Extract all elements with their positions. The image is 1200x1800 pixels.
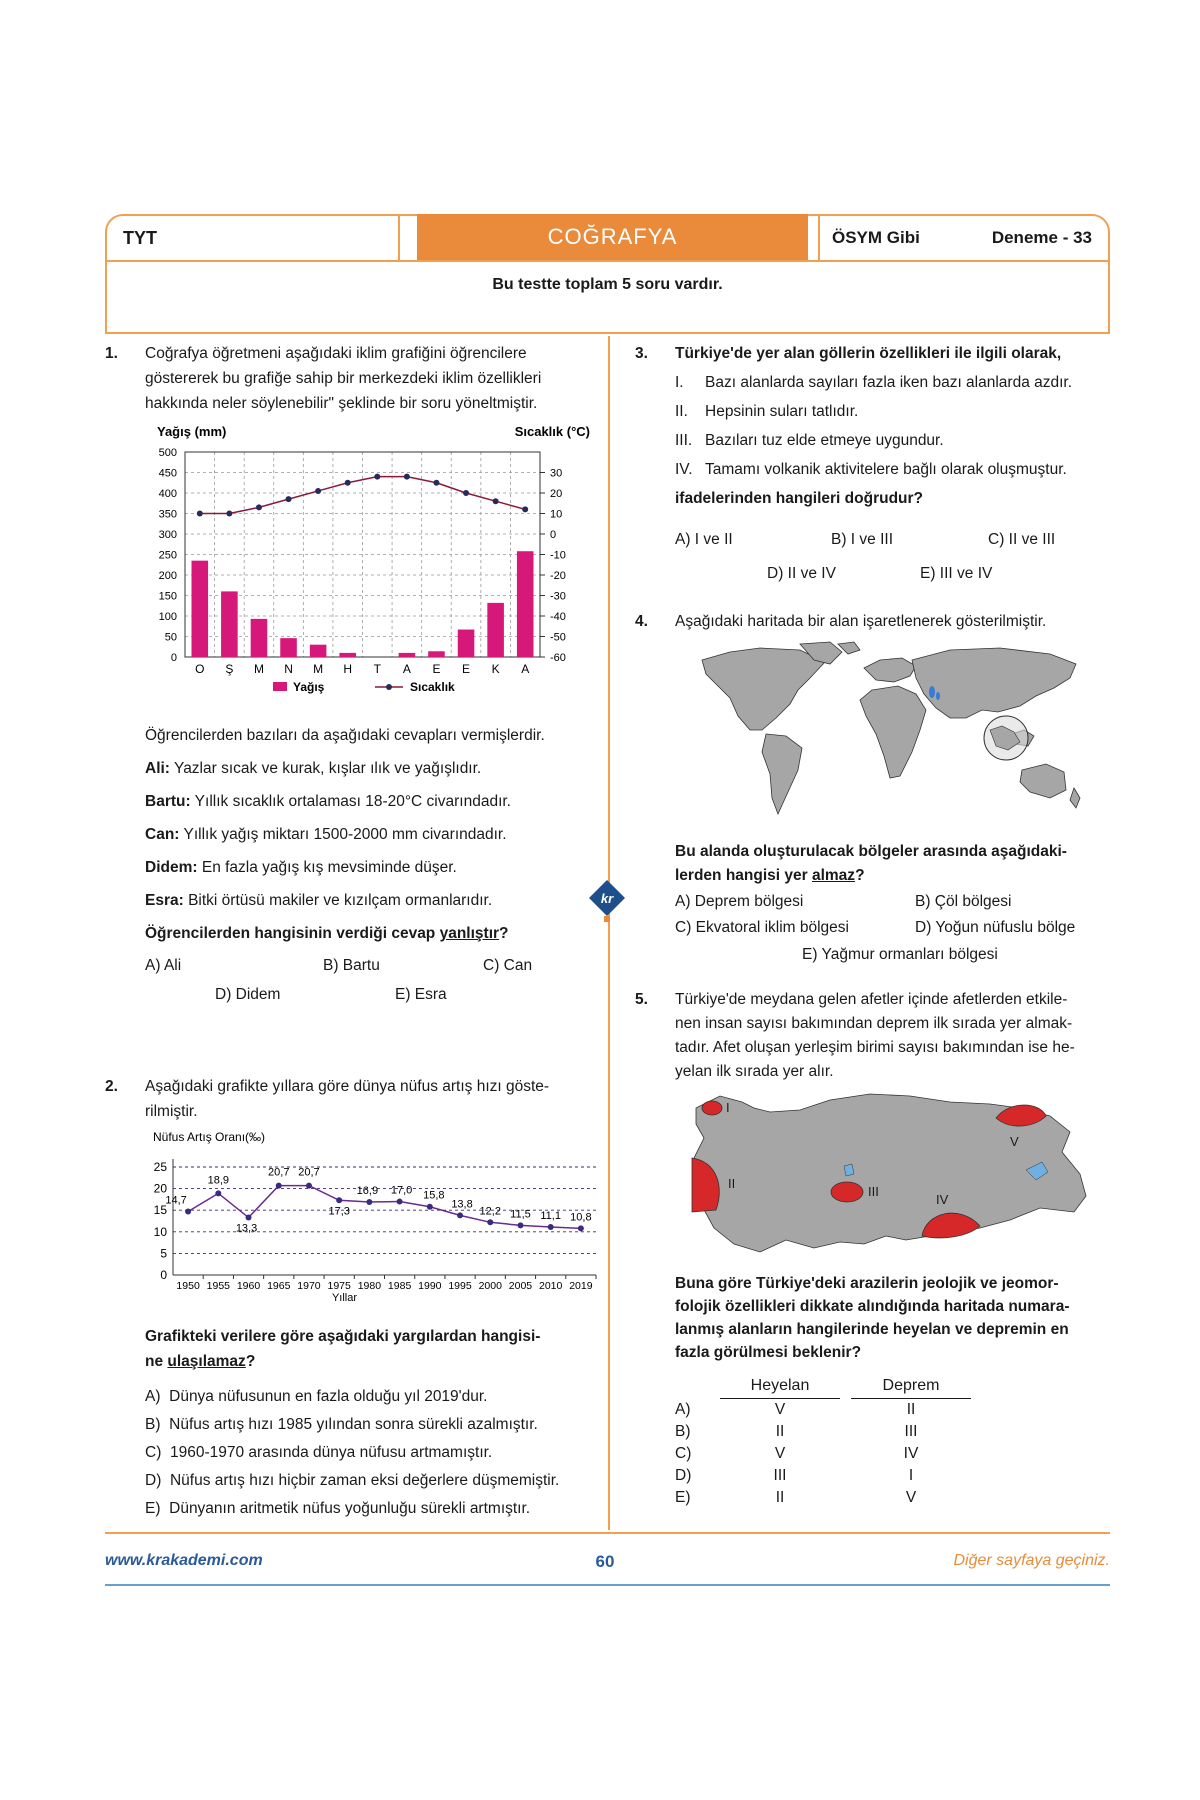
precipitation-bar — [399, 653, 416, 657]
data-label: 15,8 — [423, 1189, 445, 1202]
option-c[interactable]: C) Can — [483, 957, 533, 974]
option-c[interactable]: C) Ekvatoral iklim bölgesi — [675, 919, 849, 936]
roman-numeral: IV. — [675, 461, 693, 478]
student-answer: Yıllık yağış miktarı 1500-2000 mm civarındadır. — [183, 826, 507, 843]
x-tick-label: 1990 — [418, 1280, 442, 1292]
month-label: K — [491, 662, 500, 676]
y-tick-label: 15 — [153, 1203, 167, 1218]
deprem-value: IV — [903, 1445, 919, 1462]
question-stem — [145, 922, 509, 946]
question-text-line: rilmiştir. — [145, 1103, 198, 1120]
growth-rate-point — [578, 1225, 584, 1231]
student-name: Can: — [145, 826, 180, 843]
stem-part: ? — [855, 867, 865, 884]
option-b[interactable] — [145, 1413, 538, 1437]
stem-part: Öğrencilerden hangisinin verdiği cevap — [145, 925, 440, 942]
x-tick-label: 1950 — [176, 1280, 200, 1292]
column-heyelan: Heyelan — [720, 1374, 840, 1399]
legend-label: Sıcaklık — [410, 680, 455, 694]
month-label: E — [462, 662, 471, 676]
temperature-point — [256, 504, 262, 510]
option-text: Dünyanın aritmetik nüfus yoğunluğu sürekli artmıştır. — [169, 1500, 531, 1517]
data-label: 16,9 — [356, 1184, 379, 1197]
turkey-map — [690, 1088, 1090, 1258]
deprem-value: II — [906, 1401, 916, 1418]
question-stem: fazla görülmesi beklenir? — [675, 1344, 862, 1361]
temperature-point — [463, 490, 469, 496]
heyelan-value: II — [775, 1423, 785, 1440]
data-label: 14,7 — [165, 1194, 187, 1207]
question-number: 4. — [635, 613, 648, 630]
question-text-line: hakkında neler söylenebilir" şeklinde bir soru yöneltmiştir. — [145, 395, 538, 412]
option-a[interactable]: A) Deprem bölgesi — [675, 893, 804, 910]
test-header — [105, 214, 1110, 334]
header-row — [107, 216, 1108, 262]
data-label: 11,5 — [510, 1208, 531, 1221]
option-letter: E) — [675, 1489, 691, 1506]
question-1 — [105, 342, 595, 1002]
growth-rate-point — [427, 1204, 433, 1210]
question-text-line: Aşağıdaki grafikte yıllara göre dünya nüfus artış hızı göste- — [145, 1078, 550, 1095]
right-axis-title: Sıcaklık (°C) — [514, 424, 590, 439]
question-text-line: Türkiye'de meydana gelen afetler içinde afetlerden etkile- — [675, 991, 1068, 1008]
y-tick-label: 20 — [153, 1181, 167, 1196]
option-d[interactable] — [675, 1464, 975, 1486]
temperature-point — [404, 474, 410, 480]
question-stem: Bu alanda oluşturulacak bölgeler arasında aşağıdaki- — [675, 843, 1067, 860]
osym-label: ÖSYM Gibi — [832, 228, 920, 247]
svg-text:kr: kr — [600, 891, 614, 906]
option-letter: D) — [145, 1472, 162, 1489]
growth-rate-point — [457, 1212, 463, 1218]
option-e[interactable]: E) Esra — [395, 986, 447, 1003]
data-label: 12,2 — [479, 1205, 501, 1218]
option-a[interactable] — [145, 1385, 488, 1409]
option-d[interactable]: D) II ve IV — [767, 565, 836, 582]
question-text-line: göstererek bu grafiğe sahip bir merkezdeki iklim özellikleri — [145, 370, 542, 387]
area-label-i: I — [726, 1100, 730, 1115]
stem-underlined: almaz — [811, 867, 856, 884]
right-tick-label: -40 — [550, 611, 566, 623]
question-stem: Buna göre Türkiye'deki arazilerin jeolojik ve jeomor- — [675, 1275, 1059, 1292]
temperature-point — [433, 480, 439, 486]
data-label: 17,3 — [328, 1205, 350, 1218]
answer-esra — [145, 889, 492, 913]
option-d[interactable]: D) Yoğun nüfuslu bölge — [915, 919, 1076, 936]
climate-chart — [145, 422, 595, 702]
heyelan-value: III — [773, 1467, 787, 1484]
footer-top-rule — [105, 1532, 1110, 1534]
question-number: 5. — [635, 991, 648, 1008]
precipitation-bar — [221, 591, 238, 657]
exam-info — [818, 216, 1108, 260]
y-tick-label: 5 — [160, 1246, 167, 1261]
question-2 — [105, 1075, 595, 1525]
option-d[interactable]: D) Didem — [215, 986, 281, 1003]
area-label-iii: III — [868, 1184, 879, 1199]
option-text: 1960-1970 arasında dünya nüfusu artmamıştır. — [169, 1444, 493, 1461]
deprem-value: V — [905, 1489, 917, 1506]
option-letter: A) — [145, 1388, 161, 1405]
answer-bartu — [145, 790, 511, 814]
data-label: 13,8 — [451, 1198, 473, 1211]
data-label: 17,0 — [390, 1184, 413, 1197]
question-stem: ifadelerinden hangileri doğrudur? — [675, 490, 924, 507]
answer-can — [145, 823, 507, 847]
roman-numeral: I. — [675, 374, 684, 391]
question-text-line: yelan ilk sırada yer alır. — [675, 1063, 834, 1080]
temperature-point — [345, 480, 351, 486]
student-name: Esra: — [145, 892, 184, 909]
statement-1 — [675, 371, 1073, 395]
area-label-iv: IV — [936, 1192, 949, 1207]
student-answer: En fazla yağış kış mevsiminde düşer. — [201, 859, 457, 876]
option-a[interactable] — [675, 1398, 975, 1420]
y-tick-label: 10 — [153, 1224, 167, 1239]
month-label: H — [343, 662, 353, 676]
right-tick-label: -10 — [550, 549, 566, 562]
statement-2 — [675, 400, 859, 424]
x-axis-title: Yıllar — [331, 1292, 358, 1304]
y-tick-label: 0 — [160, 1268, 167, 1282]
column-deprem: Deprem — [851, 1374, 971, 1399]
marked-area — [984, 716, 1028, 760]
temperature-point — [286, 496, 292, 502]
option-e[interactable] — [145, 1497, 530, 1521]
precipitation-bar — [428, 651, 445, 657]
question-stem: Grafikteki verilere göre aşağıdaki yargılardan hangisi- — [145, 1328, 541, 1345]
temperature-point — [493, 498, 499, 504]
x-tick-label: 2019 — [569, 1280, 593, 1292]
question-stem — [675, 864, 865, 888]
precipitation-bar — [458, 630, 475, 657]
heyelan-value: V — [774, 1445, 786, 1462]
statement-text: Tamamı volkanik aktivitelere bağlı olarak oluşmuştur. — [705, 461, 1067, 478]
precipitation-bar — [192, 561, 209, 657]
question-title: Türkiye'de yer alan göllerin özellikleri ile ilgili olarak, — [675, 345, 1062, 362]
statement-text: Bazıları tuz elde etmeye uygundur. — [705, 432, 944, 449]
growth-rate-point — [548, 1224, 554, 1230]
y-tick-label: 25 — [153, 1160, 167, 1174]
question-stem — [145, 1350, 255, 1374]
answer-didem — [145, 856, 457, 880]
student-answer: Bitki örtüsü makiler ve kızılçam ormanlarıdır. — [188, 892, 493, 909]
stem-underlined: ulaşılamaz — [167, 1353, 246, 1370]
month-label: A — [521, 662, 530, 676]
left-tick-label: 400 — [158, 488, 177, 500]
option-letter: B) — [675, 1423, 691, 1440]
option-e[interactable]: E) Yağmur ormanları bölgesi — [802, 946, 998, 963]
subject-title: COĞRAFYA — [417, 214, 808, 260]
precipitation-bar — [280, 638, 297, 657]
growth-rate-point — [246, 1215, 252, 1221]
right-tick-label: 0 — [550, 529, 557, 541]
data-label: 18,9 — [207, 1174, 230, 1187]
x-tick-label: 1965 — [267, 1280, 291, 1292]
option-text: Nüfus artış hızı hiçbir zaman eksi değerlere düşmemiştir. — [169, 1472, 560, 1489]
area-label-ii: II — [728, 1176, 736, 1191]
temperature-point — [522, 506, 528, 512]
deneme-label: Deneme - 33 — [991, 228, 1092, 247]
right-tick-label: -30 — [550, 590, 566, 603]
right-tick-label: -20 — [550, 570, 566, 582]
option-b[interactable]: B) I ve III — [831, 531, 894, 548]
deprem-value: I — [908, 1467, 914, 1484]
question-number: 2. — [105, 1078, 118, 1095]
area-label-v: V — [1010, 1134, 1019, 1149]
precipitation-bar — [339, 653, 356, 657]
exam-type: TYT — [107, 216, 400, 260]
stem-part: ? — [245, 1353, 256, 1370]
right-tick-label: -50 — [550, 631, 566, 644]
page-number: 60 — [595, 1552, 615, 1571]
growth-rate-point — [517, 1222, 523, 1228]
student-name: Didem: — [145, 859, 198, 876]
answers-intro: Öğrencilerden bazıları da aşağıdaki cevapları vermişlerdir. — [145, 727, 545, 744]
option-letter: C) — [675, 1445, 692, 1462]
left-tick-label: 50 — [164, 631, 177, 644]
left-tick-label: 350 — [158, 508, 177, 521]
x-tick-label: 1960 — [236, 1280, 261, 1292]
x-tick-label: 2000 — [478, 1280, 502, 1292]
option-letter: B) — [145, 1416, 161, 1433]
question-text-line: Aşağıdaki haritada bir alan işaretlenerek gösterilmiştir. — [675, 613, 1047, 630]
roman-numeral: II. — [675, 403, 688, 420]
world-map — [680, 638, 1100, 828]
month-label: A — [402, 662, 411, 676]
left-tick-label: 300 — [158, 529, 177, 541]
option-b[interactable] — [675, 1420, 975, 1442]
right-tick-label: -60 — [550, 652, 566, 664]
temperature-point — [374, 474, 380, 480]
precipitation-bar — [487, 603, 504, 657]
publisher-website[interactable]: www.krakademi.com — [105, 1552, 263, 1569]
question-5 — [635, 988, 1110, 1528]
month-label: N — [284, 662, 293, 676]
x-tick-label: 1985 — [387, 1280, 412, 1292]
question-number: 3. — [635, 345, 648, 362]
student-answer: Yıllık sıcaklık ortalaması 18-20°C civarındadır. — [194, 793, 511, 810]
x-tick-label: 1975 — [327, 1280, 351, 1292]
x-tick-label: 2005 — [508, 1280, 533, 1292]
stem-part: ? — [499, 925, 509, 942]
question-text-line: nen insan sayısı bakımından deprem ilk sırada yer almak- — [675, 1015, 1073, 1032]
temperature-point — [226, 511, 232, 517]
stem-part: lerden hangisi yer — [675, 867, 812, 884]
option-d[interactable] — [145, 1469, 559, 1493]
student-name: Bartu: — [145, 793, 191, 810]
data-label: 10,8 — [570, 1211, 592, 1224]
column-divider — [608, 336, 610, 1530]
precipitation-bar — [517, 551, 534, 657]
legend-point-swatch — [386, 684, 392, 690]
growth-rate-point — [276, 1183, 282, 1189]
question-number: 1. — [105, 345, 118, 362]
publisher-logo — [587, 878, 627, 924]
question-stem: lanmış alanların hangilerinde heyelan ve depremin en — [675, 1321, 1069, 1338]
right-tick-label: 30 — [550, 467, 563, 480]
month-label: M — [313, 662, 324, 676]
roman-numeral: III. — [675, 432, 693, 449]
left-tick-label: 0 — [170, 652, 177, 664]
x-tick-label: 1980 — [357, 1280, 382, 1292]
option-c[interactable]: C) II ve III — [988, 531, 1056, 548]
growth-rate-point — [185, 1208, 191, 1214]
legend-label: Yağış — [293, 680, 325, 694]
temperature-point — [197, 511, 203, 517]
question-4 — [635, 610, 1110, 963]
option-a[interactable]: A) I ve II — [675, 531, 733, 548]
precipitation-bar — [251, 619, 268, 657]
option-letter: A) — [675, 1401, 691, 1418]
option-letter: D) — [675, 1467, 692, 1484]
test-info: Bu testte toplam 5 soru vardır. — [492, 276, 723, 293]
deprem-value: III — [904, 1423, 918, 1440]
left-tick-label: 100 — [158, 611, 177, 623]
x-tick-label: 2010 — [538, 1280, 563, 1292]
option-letter: E) — [145, 1500, 161, 1517]
growth-rate-point — [366, 1199, 372, 1205]
footer-bottom-rule — [105, 1584, 1110, 1586]
growth-rate-point — [215, 1190, 221, 1196]
month-label: E — [432, 662, 441, 676]
y-axis-title: Nüfus Artış Oranı(‰) — [153, 1130, 266, 1144]
option-e[interactable]: E) III ve IV — [920, 565, 993, 582]
stem-part: ne — [145, 1353, 168, 1370]
option-c[interactable] — [145, 1441, 492, 1465]
left-tick-label: 200 — [158, 570, 177, 582]
option-letter: C) — [145, 1444, 162, 1461]
data-label: 13,3 — [235, 1222, 258, 1235]
stem-underlined: yanlıştır — [439, 925, 500, 942]
option-text: Dünya nüfusunun en fazla olduğu yıl 2019'dur. — [169, 1388, 488, 1405]
legend-bar-swatch — [273, 682, 287, 691]
data-label: 20,7 — [298, 1166, 320, 1179]
month-label: M — [253, 662, 264, 676]
right-tick-label: 10 — [550, 508, 563, 521]
left-tick-label: 250 — [158, 549, 177, 562]
x-tick-label: 1970 — [297, 1280, 321, 1292]
statement-text: Bazı alanlarda sayıları fazla iken bazı alanlarda azdır. — [705, 374, 1073, 391]
left-axis-title: Yağış (mm) — [157, 424, 227, 439]
statement-text: Hepsinin suları tatlıdır. — [705, 403, 859, 420]
heyelan-value: V — [774, 1401, 786, 1418]
precipitation-bar — [310, 645, 327, 657]
option-a[interactable]: A) Ali — [145, 957, 182, 974]
student-name: Ali: — [145, 760, 170, 777]
option-e[interactable] — [675, 1486, 975, 1508]
option-b[interactable]: B) Çöl bölgesi — [915, 893, 1012, 910]
option-b[interactable]: B) Bartu — [323, 957, 380, 974]
statement-3 — [675, 429, 944, 453]
option-c[interactable] — [675, 1442, 975, 1464]
month-label: O — [195, 662, 205, 676]
data-label: 11,1 — [540, 1210, 561, 1223]
question-stem: folojik özellikleri dikkate alındığında haritada numara- — [675, 1298, 1070, 1315]
population-growth-chart — [143, 1127, 603, 1304]
growth-rate-point — [336, 1197, 342, 1203]
left-tick-label: 150 — [158, 590, 177, 603]
x-tick-label: 1955 — [206, 1280, 231, 1292]
heyelan-value: II — [775, 1489, 785, 1506]
left-tick-label: 450 — [158, 467, 177, 480]
question-3 — [635, 342, 1110, 582]
statement-4 — [675, 458, 1067, 482]
month-label: Ş — [225, 662, 234, 676]
x-tick-label: 1995 — [448, 1280, 472, 1292]
growth-rate-point — [306, 1183, 312, 1189]
growth-rate-point — [397, 1199, 403, 1205]
student-answer: Yazlar sıcak ve kurak, kışlar ılık ve yağışlıdır. — [174, 760, 482, 777]
data-label: 20,7 — [268, 1166, 290, 1179]
temperature-point — [315, 488, 321, 494]
right-tick-label: 20 — [550, 488, 563, 500]
question-text-line: Coğrafya öğretmeni aşağıdaki iklim grafiğini öğrencilere — [145, 345, 527, 362]
next-page-note: Diğer sayfaya geçiniz. — [953, 1552, 1110, 1569]
answer-ali — [145, 757, 481, 781]
option-text: Nüfus artış hızı 1985 yılından sonra sürekli azalmıştır. — [169, 1416, 538, 1433]
month-label: T — [373, 662, 381, 676]
growth-rate-point — [487, 1219, 493, 1225]
question-text-line: tadır. Afet oluşan yerleşim birimi sayısı bakımından ise he- — [675, 1039, 1075, 1056]
left-tick-label: 500 — [158, 447, 177, 459]
